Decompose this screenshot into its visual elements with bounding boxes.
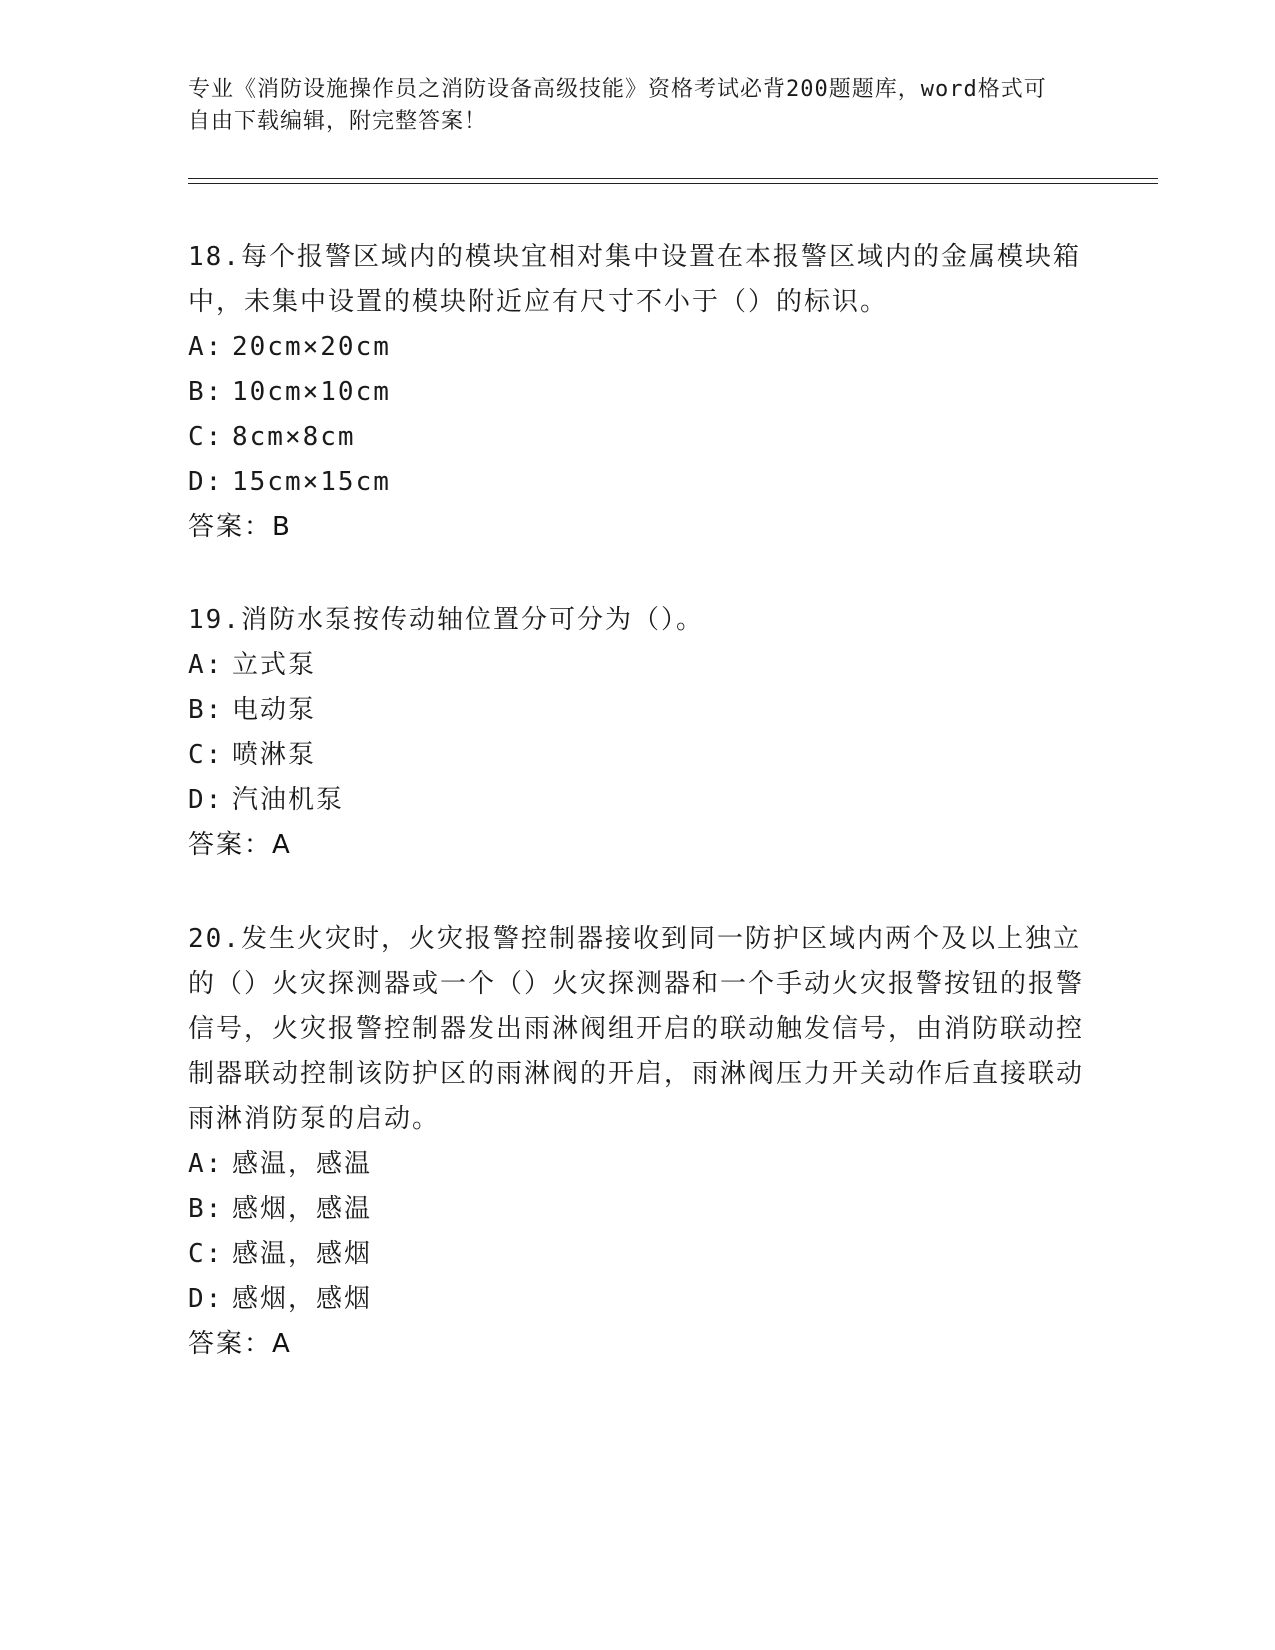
header-divider-top bbox=[188, 178, 1158, 179]
answer-line: 答案：A bbox=[188, 1329, 292, 1359]
document-intro: 专业《消防设施操作员之消防设备高级技能》资格考试必背200题题库，word格式可自由下载编辑，附完整答案！ bbox=[188, 77, 1047, 134]
option-b bbox=[188, 1187, 1088, 1232]
option-letter: A: bbox=[188, 1149, 224, 1179]
option-text: 感烟，感烟 bbox=[232, 1284, 373, 1314]
option-c bbox=[188, 733, 1088, 778]
answer-line: 答案：B bbox=[188, 512, 292, 542]
option-d bbox=[188, 1277, 1088, 1322]
option-a bbox=[188, 325, 1088, 370]
option-text: 20cm×20cm bbox=[232, 332, 391, 362]
option-b bbox=[188, 688, 1088, 733]
answer-line: 答案：A bbox=[188, 830, 292, 860]
option-letter: A: bbox=[188, 650, 224, 680]
option-d bbox=[188, 460, 1088, 505]
option-c bbox=[188, 1232, 1088, 1277]
option-c bbox=[188, 415, 1088, 460]
option-text: 10cm×10cm bbox=[232, 377, 391, 407]
option-letter: A: bbox=[188, 332, 224, 362]
option-letter: B: bbox=[188, 695, 224, 725]
option-letter: D: bbox=[188, 467, 224, 497]
option-letter: C: bbox=[188, 1239, 224, 1269]
option-text: 15cm×15cm bbox=[232, 467, 391, 497]
option-letter: D: bbox=[188, 1284, 224, 1314]
option-text: 感温，感烟 bbox=[232, 1239, 373, 1269]
option-letter: B: bbox=[188, 377, 224, 407]
option-letter: D: bbox=[188, 785, 224, 815]
question-18 bbox=[188, 235, 1088, 550]
option-letter: C: bbox=[188, 740, 224, 770]
option-text: 喷淋泵 bbox=[232, 740, 317, 770]
question-stem: 19.消防水泵按传动轴位置分可分为（）。 bbox=[188, 605, 704, 635]
option-a bbox=[188, 1142, 1088, 1187]
question-20 bbox=[188, 917, 1088, 1367]
header-divider-bottom bbox=[188, 183, 1158, 184]
option-text: 立式泵 bbox=[232, 650, 317, 680]
question-stem: 18.每个报警区域内的模块宜相对集中设置在本报警区域内的金属模块箱中，未集中设置的模块附近应有尺寸不小于（）的标识。 bbox=[188, 242, 1081, 317]
option-a bbox=[188, 643, 1088, 688]
option-text: 汽油机泵 bbox=[232, 785, 345, 815]
option-text: 感温，感温 bbox=[232, 1149, 373, 1179]
question-19 bbox=[188, 598, 1088, 868]
option-b bbox=[188, 370, 1088, 415]
option-d bbox=[188, 778, 1088, 823]
option-letter: B: bbox=[188, 1194, 224, 1224]
option-letter: C: bbox=[188, 422, 224, 452]
option-text: 电动泵 bbox=[232, 695, 317, 725]
option-text: 感烟，感温 bbox=[232, 1194, 373, 1224]
question-stem: 20.发生火灾时，火灾报警控制器接收到同一防护区域内两个及以上独立的（）火灾探测器或一个（）火灾探测器和一个手动火灾报警按钮的报警信号，火灾报警控制器发出雨淋阀组开启的联动触发信号，由消防联动控制器联动控制该防护区的雨淋阀的开启，雨淋阀压力开关动作后直接联动雨淋消防泵的启动。 bbox=[188, 924, 1085, 1134]
option-text: 8cm×8cm bbox=[232, 422, 356, 452]
